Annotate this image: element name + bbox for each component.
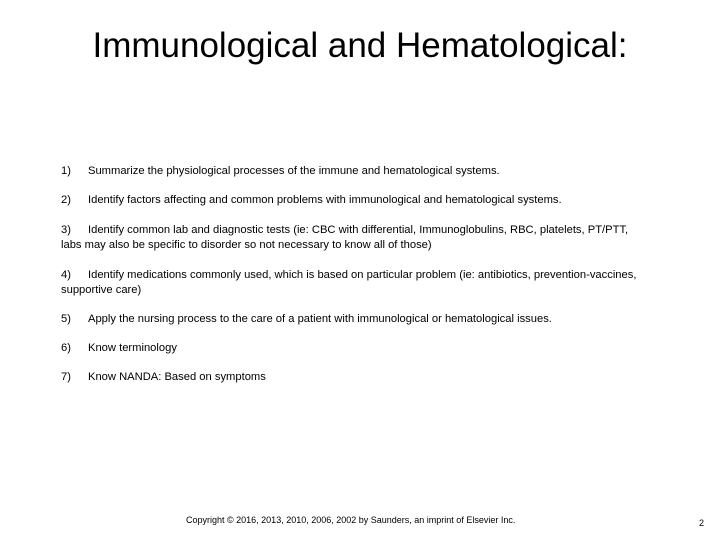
- objective-text: Know NANDA: Based on symptoms: [88, 371, 266, 383]
- objective-number: 6): [61, 342, 71, 354]
- objectives-list: [61, 164, 651, 383]
- objective-item: [61, 312, 651, 327]
- objective-text: Identify common lab and diagnostic tests (ie: CBC with differential, Immunoglobulins, RBC, platelets, PT/PTT, labs may also be specific to disorder so not necessary to know all of those): [61, 224, 629, 251]
- objective-item: [61, 223, 651, 253]
- objective-text: Apply the nursing process to the care of a patient with immunological or hematological issues.: [88, 313, 552, 325]
- objective-item: [61, 268, 651, 298]
- objective-text: Know terminology: [88, 342, 177, 354]
- objective-item: [61, 193, 651, 208]
- objective-text: Summarize the physiological processes of the immune and hematological systems.: [88, 165, 500, 177]
- slide-title: Immunological and Hematological:: [92, 26, 628, 65]
- objective-number: 7): [61, 371, 71, 383]
- copyright-notice: Copyright © 2016, 2013, 2010, 2006, 2002 by Saunders, an imprint of Elsevier Inc.: [186, 515, 516, 525]
- objective-number: 5): [61, 313, 71, 325]
- objective-item: [61, 370, 651, 385]
- objective-text: Identify medications commonly used, which is based on particular problem (ie: antibiotics, prevention-vaccines, supportive care): [61, 269, 637, 296]
- objective-number: 2): [61, 194, 71, 206]
- objective-number: 1): [61, 165, 71, 177]
- objective-item: [61, 341, 651, 356]
- objective-number: 4): [61, 269, 71, 281]
- objective-number: 3): [61, 224, 71, 236]
- objective-text: Identify factors affecting and common problems with immunological and hematological systems.: [88, 194, 562, 206]
- objective-item: [61, 164, 651, 179]
- page-number: 2: [699, 518, 705, 528]
